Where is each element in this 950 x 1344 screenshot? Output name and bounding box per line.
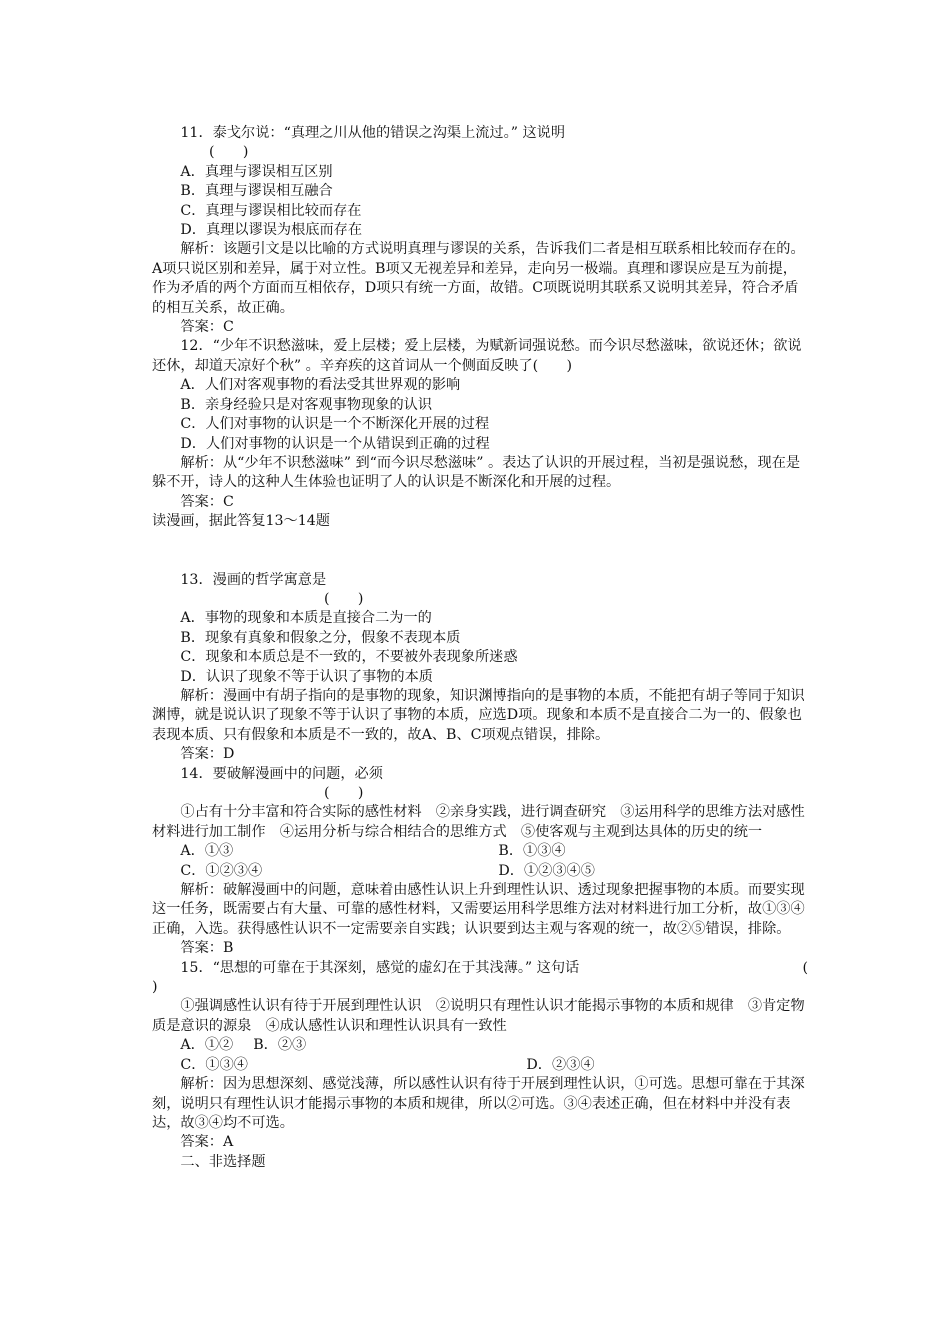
q12-option-d: D．人们对事物的认识是一个从错误到正确的过程 — [180, 435, 490, 452]
document-page — [152, 124, 808, 1172]
q12-analysis: 解析：从“少年不识愁滋味” 到“而今识尽愁滋味” 。表达了认识的开展过程，当初是强说愁，现在是躲不开，诗人的这种人生体验也证明了人的认识是不断深化和开展的过程。 — [152, 454, 801, 491]
q13-paren: ( ) — [324, 590, 364, 607]
q15-option-b: B．②③ — [253, 1037, 307, 1054]
q14-option-c: C．①②③④ — [180, 862, 263, 879]
q15-option-a: A．①② — [180, 1037, 234, 1054]
q11-analysis: 解析：该题引文是以比喻的方式说明真理与谬误的关系，告诉我们二者是相互联系相比较而存在的。A项只说区别和差异，属于对立性。B项又无视差异和差异，走向另一极端。真理和谬误应是互为前提，作为矛盾的两个方面而互相依存，D项只有统一方面，故错。C项既说明其联系又说明其差异，符合矛盾的相互关系，故正确。 — [152, 241, 805, 316]
q15-analysis: 解析：因为思想深刻、感觉浅薄，所以感性认识有待于开展到理性认识，①可选。思想可靠在于其深刻，说明只有理性认识才能揭示事物的本质和规律，所以②可选。③④表述正确，但在材料中并没有表达，故③④均不可选。 — [152, 1076, 805, 1131]
q13-analysis: 解析：漫画中有胡子指向的是事物的现象，知识渊博指向的是事物的本质，不能把有胡子等同于知识渊博，就是说认识了现象不等于认识了事物的本质，应选D项。现象和本质不是直接合二为一的、假象也表现本质、只有假象和本质是不一致的，故A、B、C项观点错误，排除。 — [152, 687, 805, 743]
q15-paren-open: ( — [802, 959, 808, 976]
q15-items: ①强调感性认识有待于开展到理性认识 ②说明只有理性认识才能揭示事物的本质和规律 ③肯定物质是意识的源泉 ④成认感性认识和理性认识具有一致性 — [152, 998, 805, 1034]
q14-stem: 14．要破解漫画中的问题，必须 — [180, 765, 383, 782]
cartoon-intro: 读漫画，据此答复13～14题 — [152, 513, 330, 530]
q14-options-row-1 — [152, 842, 808, 861]
q12-option-a: A．人们对客观事物的看法受其世界观的影响 — [180, 377, 461, 394]
q14-answer: 答案：B — [180, 940, 234, 957]
q11-option-b: B．真理与谬误相互融合 — [180, 183, 333, 200]
section-heading: 二、非选择题 — [180, 1153, 266, 1170]
q15-paren-close: ) — [152, 979, 158, 996]
q15-option-d: D．②③④ — [526, 1056, 595, 1073]
q15-stem: 15．“思想的可靠在于其深刻，感觉的虚幻在于其浅薄。” 这句话 — [180, 959, 580, 976]
q12-option-c: C．人们对事物的认识是一个不断深化开展的过程 — [180, 416, 490, 433]
q11-option-d: D．真理以谬误为根底而存在 — [180, 222, 363, 239]
q13-option-c: C．现象和本质总是不一致的，不要被外表现象所迷惑 — [180, 649, 518, 666]
q14-option-a: A．①③ — [180, 843, 234, 860]
q15-option-c: C．①③④ — [180, 1056, 248, 1073]
q14-items: ①占有十分丰富和符合实际的感性材料 ②亲身实践，进行调查研究 ③运用科学的思维方法对感性材料进行加工制作 ④运用分析与综合相结合的思维方式 ⑤使客观与主观到达具体的历史的统一 — [152, 804, 805, 840]
q11-stem: 11．泰戈尔说：“真理之川从他的错误之沟渠上流过。” 这说明 — [180, 125, 566, 141]
q15-stem-row — [152, 959, 808, 978]
q13-option-a: A．事物的现象和本质是直接合二为一的 — [180, 610, 432, 627]
q12-option-b: B．亲身经验只是对客观事物现象的认识 — [180, 396, 433, 413]
q15-options-row-2 — [152, 1056, 808, 1075]
q13-option-d: D．认识了现象不等于认识了事物的本质 — [180, 668, 433, 685]
q14-option-d: D．①②③④⑤ — [498, 862, 595, 879]
q12-answer: 答案：C — [180, 493, 234, 510]
q11-option-a: A．真理与谬误相互区别 — [180, 163, 333, 180]
q13-answer: 答案：D — [180, 746, 235, 763]
q11-paren: ( ) — [209, 144, 249, 161]
cartoon-placeholder — [152, 532, 808, 571]
q15-options-row-1 — [152, 1036, 808, 1055]
q14-option-b: B．①③④ — [498, 843, 566, 860]
q12-stem: 12．“少年不识愁滋味，爱上层楼；爱上层楼，为赋新词强说愁。而今识尽愁滋味，欲说还休；欲说还休，却道天凉好个秋” 。辛弃疾的这首词从一个侧面反映了( ) — [152, 338, 802, 374]
q11-option-c: C．真理与谬误相比较而存在 — [180, 202, 362, 219]
q13-stem: 13．漫画的哲学寓意是 — [180, 571, 327, 588]
q13-option-b: B．现象有真象和假象之分，假象不表现本质 — [180, 629, 461, 646]
q14-analysis: 解析：破解漫画中的问题，意味着由感性认识上升到理性认识、透过现象把握事物的本质。而要实现这一任务，既需要占有大量、可靠的感性材料，又需要运用科学思维方法对材料进行加工分析，故①③④正确，入选。获得感性认识不一定需要亲自实践；认识要到达主观与客观的统一，故②⑤错误，排除。 — [152, 882, 805, 937]
q15-answer: 答案：A — [180, 1134, 234, 1151]
q14-paren: ( ) — [324, 785, 364, 801]
q11-answer: 答案：C — [180, 319, 234, 336]
q14-options-row-2 — [152, 862, 808, 881]
